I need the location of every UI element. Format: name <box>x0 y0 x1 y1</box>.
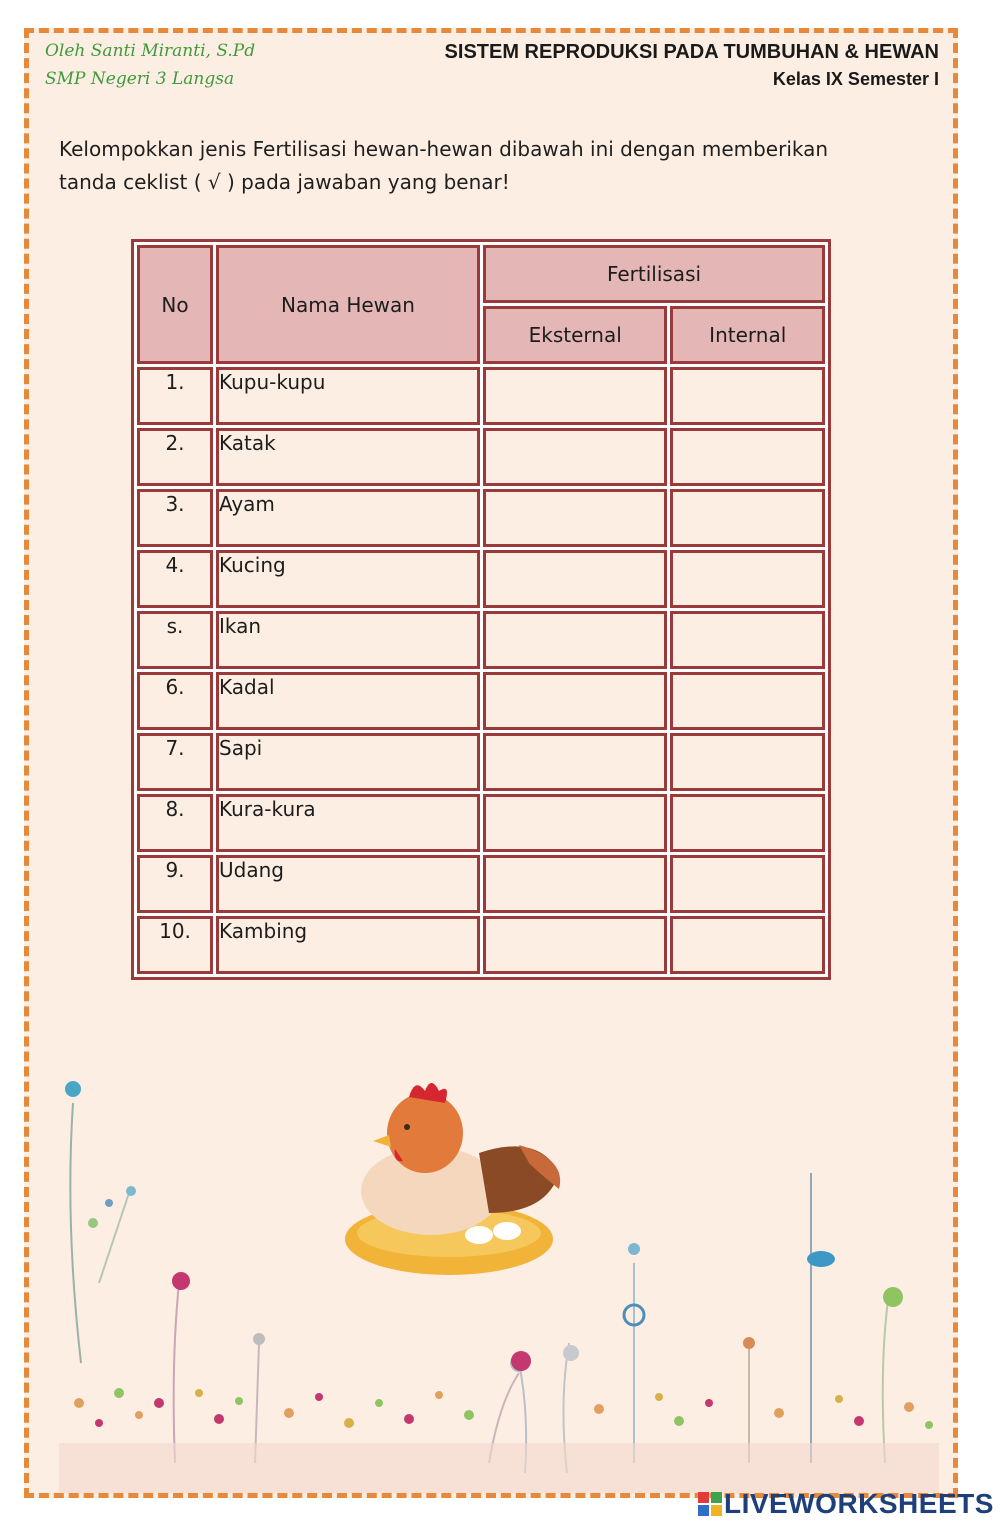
external-answer-cell[interactable] <box>483 550 667 608</box>
liveworksheets-logo-icon <box>698 1491 722 1515</box>
internal-answer-cell[interactable] <box>670 367 825 425</box>
internal-answer-cell[interactable] <box>670 428 825 486</box>
row-number: 6. <box>137 672 213 730</box>
animal-name: Kambing <box>216 916 480 974</box>
animal-name: Kura-kura <box>216 794 480 852</box>
worksheet-subtitle: Kelas IX Semester I <box>772 69 939 89</box>
animal-name: Kucing <box>216 550 480 608</box>
table-row <box>137 794 825 852</box>
table-row <box>137 855 825 913</box>
internal-answer-cell[interactable] <box>670 794 825 852</box>
animal-name: Kupu-kupu <box>216 367 480 425</box>
internal-answer-cell[interactable] <box>670 672 825 730</box>
hen-icon <box>345 1083 560 1275</box>
table-row <box>137 489 825 547</box>
external-answer-cell[interactable] <box>483 489 667 547</box>
header-animal-name: Nama Hewan <box>216 245 480 364</box>
internal-answer-cell[interactable] <box>670 733 825 791</box>
external-answer-cell[interactable] <box>483 428 667 486</box>
animal-name: Ayam <box>216 489 480 547</box>
animal-name: Udang <box>216 855 480 913</box>
internal-answer-cell[interactable] <box>670 489 825 547</box>
row-number: 10. <box>137 916 213 974</box>
instruction-line-1: Kelompokkan jenis Fertilisasi hewan-hewan dibawah ini dengan memberikan <box>59 137 829 161</box>
row-number: 7. <box>137 733 213 791</box>
instruction-text <box>59 133 909 199</box>
table-row <box>137 916 825 974</box>
header-external: Eksternal <box>483 306 667 364</box>
low-flowers <box>59 1388 939 1493</box>
animal-name: Sapi <box>216 733 480 791</box>
table-row <box>137 428 825 486</box>
table-row <box>137 733 825 791</box>
animal-name: Katak <box>216 428 480 486</box>
internal-answer-cell[interactable] <box>670 855 825 913</box>
instruction-line-2: tanda ceklist ( √ ) pada jawaban yang benar! <box>59 170 510 194</box>
table-row <box>137 550 825 608</box>
fertilization-table <box>131 239 831 980</box>
external-answer-cell[interactable] <box>483 794 667 852</box>
external-answer-cell[interactable] <box>483 672 667 730</box>
table-row <box>137 611 825 669</box>
row-number: 4. <box>137 550 213 608</box>
table-row <box>137 367 825 425</box>
header-no: No <box>137 245 213 364</box>
header-fertilization: Fertilisasi <box>483 245 825 303</box>
header-internal: Internal <box>670 306 825 364</box>
worksheet-title: SISTEM REPRODUKSI PADA TUMBUHAN & HEWAN <box>444 41 939 63</box>
author-name: Oleh Santi Miranti, S.Pd <box>45 41 256 61</box>
liveworksheets-watermark <box>698 1488 994 1520</box>
row-number: 2. <box>137 428 213 486</box>
row-number: 3. <box>137 489 213 547</box>
table-row <box>137 672 825 730</box>
external-answer-cell[interactable] <box>483 367 667 425</box>
external-answer-cell[interactable] <box>483 733 667 791</box>
watermark-text: LIVEWORKSHEETS <box>724 1488 994 1519</box>
row-number: 9. <box>137 855 213 913</box>
external-answer-cell[interactable] <box>483 855 667 913</box>
school-name: SMP Negeri 3 Langsa <box>45 69 235 89</box>
row-number: 8. <box>137 794 213 852</box>
worksheet-page <box>24 28 958 1498</box>
internal-answer-cell[interactable] <box>670 550 825 608</box>
row-number: 1. <box>137 367 213 425</box>
internal-answer-cell[interactable] <box>670 611 825 669</box>
external-answer-cell[interactable] <box>483 916 667 974</box>
row-number: s. <box>137 611 213 669</box>
animal-name: Ikan <box>216 611 480 669</box>
animal-name: Kadal <box>216 672 480 730</box>
hen-and-flowers-illustration <box>59 1063 939 1493</box>
external-answer-cell[interactable] <box>483 611 667 669</box>
internal-answer-cell[interactable] <box>670 916 825 974</box>
